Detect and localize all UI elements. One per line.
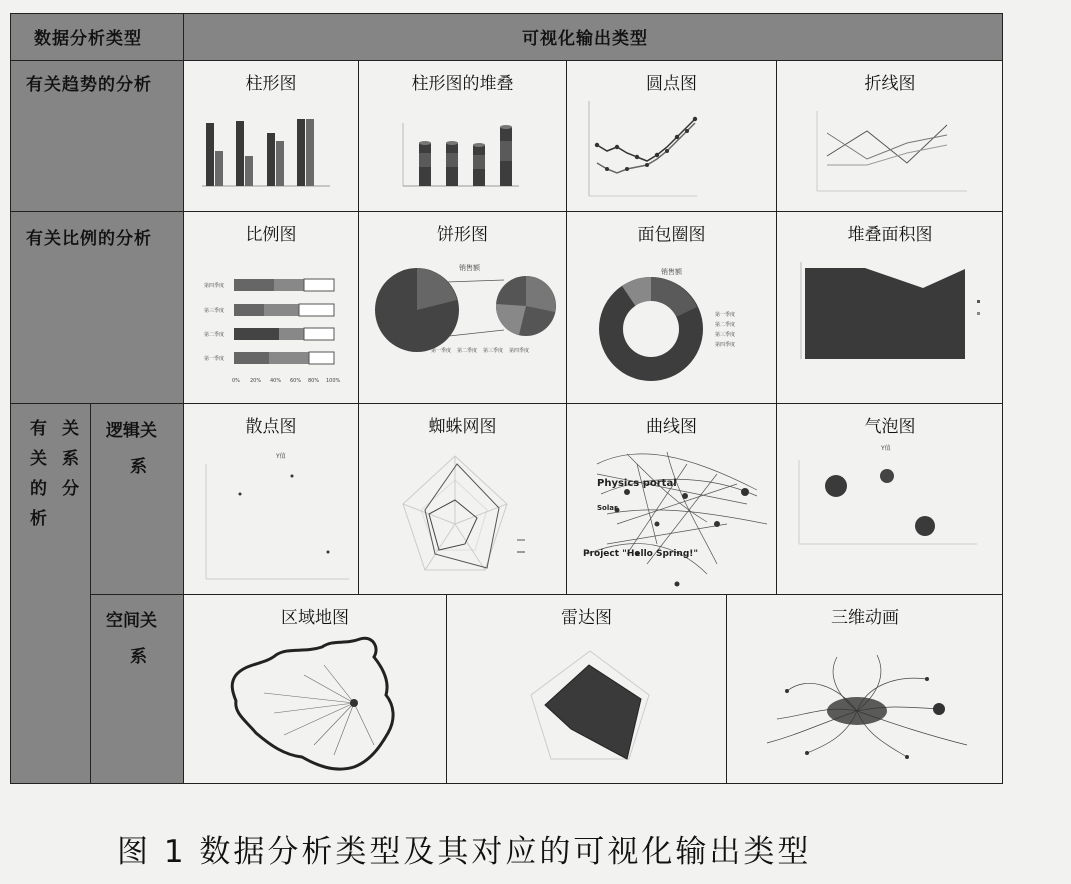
cell-3d-animation bbox=[727, 595, 1003, 784]
cell-pie-chart bbox=[359, 212, 566, 403]
category-relation-char: 分 bbox=[62, 479, 79, 499]
legend-swatch bbox=[977, 300, 980, 303]
cluster-core bbox=[827, 697, 887, 725]
radar-series bbox=[545, 665, 641, 759]
cluster-node bbox=[925, 677, 929, 681]
network-label: Solar bbox=[597, 504, 618, 512]
line-series bbox=[827, 125, 947, 163]
pie-chart-thumbnail bbox=[359, 212, 566, 403]
bar bbox=[245, 156, 253, 186]
chart-title-scatter: 散点图 bbox=[245, 417, 297, 437]
map-hub bbox=[350, 699, 358, 707]
ratio-tick: 60% bbox=[290, 378, 302, 384]
subcategory-space-line1: 空间关 bbox=[106, 611, 157, 631]
pie-inner-title: 销售额 bbox=[459, 264, 480, 272]
dot-point bbox=[675, 135, 679, 139]
ratio-tick: 80% bbox=[308, 378, 320, 384]
bar bbox=[306, 119, 314, 186]
radar-chart-thumbnail bbox=[447, 595, 726, 784]
ratio-bar-row bbox=[234, 304, 334, 316]
dot-point bbox=[605, 167, 609, 171]
cluster-node bbox=[905, 755, 909, 759]
cell-curve-chart bbox=[567, 404, 776, 594]
category-relation-char: 有 bbox=[30, 419, 47, 439]
donut-inner-title: 销售额 bbox=[661, 268, 682, 276]
chart-title-donut: 面包圈图 bbox=[637, 225, 706, 245]
network-node bbox=[675, 582, 680, 587]
bar bbox=[206, 123, 214, 186]
chart-title-stacked-bar: 柱形图的堆叠 bbox=[411, 74, 514, 94]
dot-point bbox=[625, 167, 629, 171]
ratio-row-label: 第三季度 bbox=[204, 308, 225, 314]
network-node bbox=[741, 488, 749, 496]
cell-radar-chart bbox=[447, 595, 726, 784]
bar bbox=[267, 133, 275, 186]
bar bbox=[236, 121, 244, 186]
donut-chart-thumbnail bbox=[567, 212, 776, 403]
donut-legend-item: 第一季度 bbox=[715, 312, 736, 318]
cell-donut-chart bbox=[567, 212, 776, 403]
network-label: Project "Hello Spring!" bbox=[583, 549, 699, 559]
dot-point bbox=[685, 129, 689, 133]
chart-title-dot: 圆点图 bbox=[646, 74, 697, 94]
ratio-tick: 100% bbox=[326, 378, 341, 384]
cell-dot-chart bbox=[567, 61, 776, 211]
cell-stacked-area bbox=[777, 212, 1003, 403]
ratio-bar-row bbox=[234, 279, 334, 291]
header-output-type: 可视化输出类型 bbox=[522, 29, 648, 49]
donut-legend-item: 第三季度 bbox=[715, 332, 736, 338]
ratio-row-label: 第二季度 bbox=[204, 332, 225, 338]
spider-chart-thumbnail bbox=[359, 404, 566, 594]
category-relation-char: 析 bbox=[30, 509, 47, 529]
dot-point bbox=[655, 153, 659, 157]
chart-title-line: 折线图 bbox=[864, 74, 916, 94]
subcategory-logic-line2: 系 bbox=[130, 457, 147, 477]
scatter-chart-thumbnail bbox=[184, 404, 358, 594]
dot-point bbox=[645, 163, 649, 167]
donut-legend-item: 第二季度 bbox=[715, 322, 736, 328]
scatter-inner-title: Y值 bbox=[276, 453, 286, 460]
category-relation-char: 系 bbox=[62, 449, 79, 469]
bar bbox=[215, 151, 223, 186]
cell-spider-chart bbox=[359, 404, 566, 594]
network-node bbox=[682, 493, 688, 499]
cell-line-chart bbox=[777, 61, 1003, 211]
cluster-node bbox=[933, 703, 945, 715]
bar bbox=[276, 141, 284, 186]
subcategory-logic-line1: 逻辑关 bbox=[106, 421, 157, 441]
line-series bbox=[827, 133, 947, 159]
legend-swatch bbox=[977, 312, 980, 315]
ratio-tick: 0% bbox=[232, 378, 240, 384]
pie-legend-item: 第四季度 bbox=[509, 348, 530, 354]
chart-title-curve: 曲线图 bbox=[646, 417, 697, 437]
ratio-row-label: 第一季度 bbox=[204, 356, 225, 362]
pie-legend-item: 第二季度 bbox=[457, 348, 478, 354]
category-trend: 有关趋势的分析 bbox=[26, 75, 152, 95]
chart-title-bubble: 气泡图 bbox=[864, 417, 916, 437]
line-series bbox=[827, 145, 947, 165]
area-series bbox=[805, 268, 965, 359]
cell-scatter-chart bbox=[184, 404, 358, 594]
dot-series bbox=[597, 119, 695, 161]
stacked-bar-thumbnail bbox=[359, 61, 566, 211]
pie-slice bbox=[526, 276, 556, 312]
chart-title-region-map: 区域地图 bbox=[281, 608, 349, 628]
category-relation-char: 的 bbox=[30, 479, 47, 499]
cell-bubble-chart bbox=[777, 404, 1003, 594]
scatter-point bbox=[327, 551, 330, 554]
bubble bbox=[825, 475, 847, 497]
bubble-inner-title: Y值 bbox=[881, 445, 891, 452]
ratio-tick: 40% bbox=[270, 378, 282, 384]
cell-stacked-bar bbox=[359, 61, 566, 211]
dot-chart-thumbnail bbox=[567, 61, 776, 211]
cell-bar-chart bbox=[184, 61, 358, 211]
cluster-node bbox=[785, 689, 789, 693]
chart-title-ratio: 比例图 bbox=[245, 225, 297, 245]
donut-hole bbox=[623, 301, 679, 357]
category-relation-char: 关 bbox=[62, 419, 79, 439]
chart-title-3d-animation: 三维动画 bbox=[831, 608, 899, 628]
ratio-tick: 20% bbox=[250, 378, 262, 384]
network-node bbox=[655, 522, 660, 527]
stacked-area-thumbnail bbox=[777, 212, 1003, 403]
map-outline bbox=[232, 638, 393, 769]
network-label: Physics portal bbox=[597, 478, 677, 489]
subcategory-space-line2: 系 bbox=[130, 647, 147, 667]
ratio-row-label: 第四季度 bbox=[204, 283, 225, 289]
chart-title-pie: 饼形图 bbox=[437, 225, 488, 245]
dot-point bbox=[635, 155, 639, 159]
bar bbox=[297, 119, 305, 186]
cell-ratio-chart bbox=[184, 212, 358, 403]
spider-series bbox=[429, 500, 477, 550]
donut-legend-item: 第四季度 bbox=[715, 342, 736, 348]
line-chart-thumbnail bbox=[777, 61, 1003, 211]
dot-point bbox=[615, 145, 619, 149]
pie-legend-item: 第一季度 bbox=[431, 348, 452, 354]
network-node bbox=[624, 489, 630, 495]
network-node bbox=[714, 521, 720, 527]
stacked-bar bbox=[500, 125, 512, 186]
chart-title-bar: 柱形图 bbox=[245, 74, 297, 94]
scatter-point bbox=[239, 493, 242, 496]
stacked-bar bbox=[473, 143, 485, 186]
pie-legend-item: 第三季度 bbox=[483, 348, 504, 354]
chart-title-radar: 雷达图 bbox=[561, 608, 612, 628]
dot-point bbox=[595, 143, 599, 147]
bar-chart-thumbnail bbox=[184, 61, 358, 211]
chart-title-spider: 蜘蛛网图 bbox=[428, 417, 497, 437]
curve-chart-thumbnail bbox=[567, 404, 776, 594]
header-analysis-type: 数据分析类型 bbox=[34, 29, 142, 49]
cluster-node bbox=[805, 751, 809, 755]
cell-region-map bbox=[184, 595, 446, 784]
stacked-bar bbox=[446, 141, 458, 186]
ratio-chart-thumbnail bbox=[184, 212, 358, 403]
3d-animation-thumbnail bbox=[727, 595, 1003, 784]
category-proportion: 有关比例的分析 bbox=[26, 229, 152, 249]
chart-title-stacked-area: 堆叠面积图 bbox=[847, 225, 933, 245]
category-relation-char: 关 bbox=[30, 449, 47, 469]
figure-caption: 图 1 数据分析类型及其对应的可视化输出类型 bbox=[117, 834, 812, 870]
bubble-chart-thumbnail bbox=[777, 404, 1003, 594]
dot-point bbox=[693, 117, 697, 121]
scatter-point bbox=[291, 475, 294, 478]
region-map-thumbnail bbox=[184, 595, 446, 784]
bubble bbox=[880, 469, 894, 483]
stacked-bar bbox=[419, 141, 431, 186]
bubble bbox=[915, 516, 935, 536]
ratio-bar-row bbox=[234, 328, 334, 340]
ratio-bar-row bbox=[234, 352, 334, 364]
dot-point bbox=[665, 149, 669, 153]
